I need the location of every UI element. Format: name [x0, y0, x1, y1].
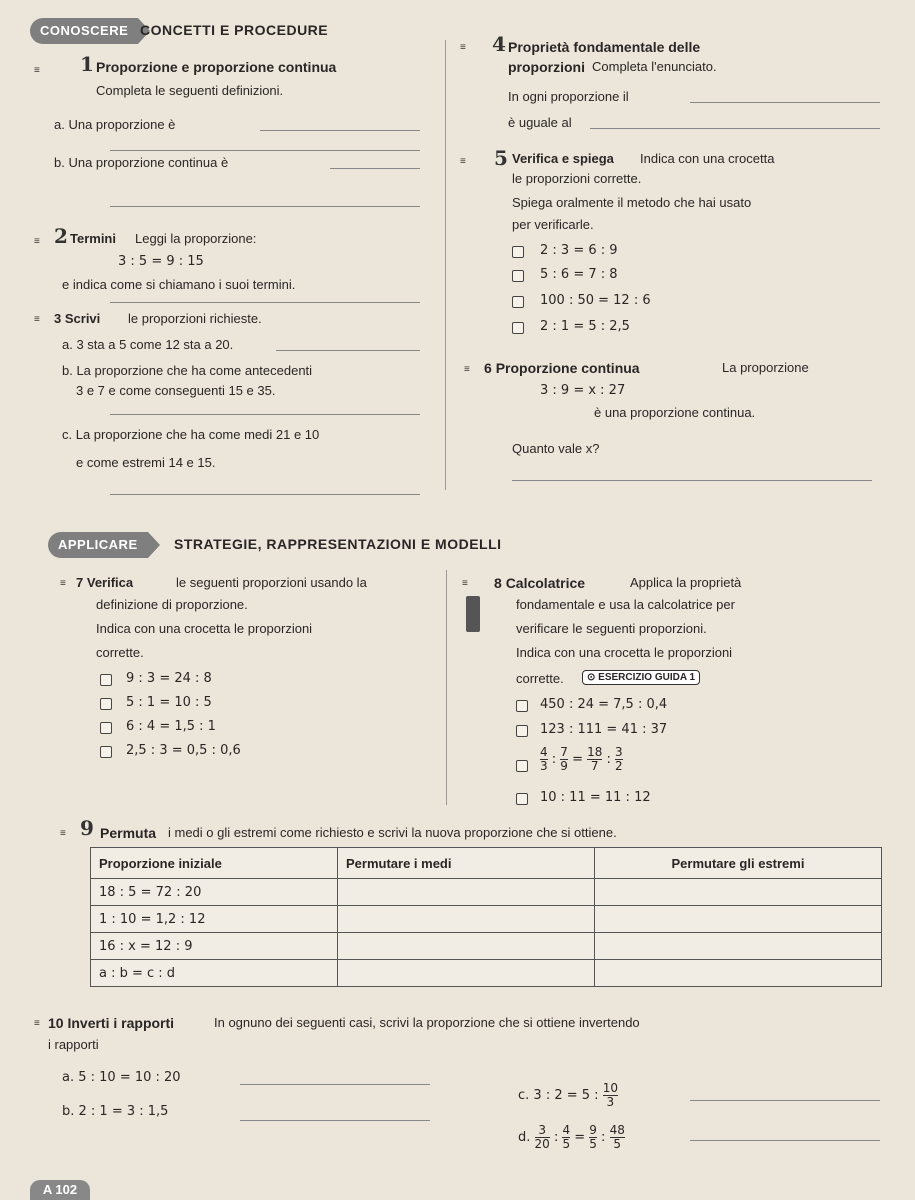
- checkbox[interactable]: [516, 725, 528, 737]
- difficulty-icon: ≡: [462, 578, 467, 589]
- ex6-title: 6 Proporzione continua: [484, 360, 640, 376]
- difficulty-icon: ≡: [460, 42, 465, 53]
- ex2-instruction-2: e indica come si chiamano i suoi termini.: [62, 277, 296, 292]
- answer-line[interactable]: [110, 302, 420, 303]
- column-divider: [445, 40, 446, 490]
- ex2-title: Termini: [70, 231, 116, 246]
- page-number: A 102: [30, 1180, 90, 1200]
- ex6-instruction: La proporzione: [722, 360, 809, 375]
- esercizio-guida-badge[interactable]: ⊙ ESERCIZIO GUIDA 1: [582, 670, 700, 685]
- ex3-instruction: le proporzioni richieste.: [128, 311, 262, 326]
- ex10-instruction-1: In ognuno dei seguenti casi, scrivi la proporzione che si ottiene invertendo: [214, 1015, 640, 1030]
- ex1-a: a. Una proporzione è: [54, 117, 176, 132]
- ex4-title-2: proporzioni: [508, 59, 585, 75]
- ex8-item: 10 : 11 = 11 : 12: [540, 790, 651, 805]
- ex3-c2: e come estremi 14 e 15.: [76, 455, 216, 470]
- ex4-title: Proprietà fondamentale delle: [508, 39, 701, 55]
- answer-line[interactable]: [240, 1120, 430, 1121]
- answer-line[interactable]: [110, 206, 420, 207]
- answer-cell[interactable]: [595, 879, 882, 906]
- ex10-c: c. 3 : 2 = 5 : $\frac{10}{3}$: [518, 1081, 618, 1109]
- table-cell: 18 : 5 = 72 : 20: [91, 879, 338, 906]
- table-row: [91, 879, 882, 906]
- ex7-item: 6 : 4 = 1,5 : 1: [126, 719, 216, 734]
- ex10-instruction-2: i rapporti: [48, 1037, 99, 1052]
- table-header: Proporzione iniziale: [91, 848, 338, 879]
- ex8-instruction-2: fondamentale e usa la calcolatrice per: [516, 597, 735, 612]
- section-title-concetti: CONCETTI E PROCEDURE: [140, 22, 329, 38]
- ex4-line-1: In ogni proporzione il: [508, 89, 629, 104]
- exercise-number-5: 5: [494, 146, 508, 170]
- answer-line[interactable]: [690, 102, 880, 103]
- ex3-a: a. 3 sta a 5 come 12 sta a 20.: [62, 337, 234, 352]
- ex4-instruction: Completa l'enunciato.: [592, 59, 717, 74]
- ex4-line-2: è uguale al: [508, 115, 572, 130]
- answer-line[interactable]: [690, 1140, 880, 1141]
- difficulty-icon: ≡: [460, 156, 465, 167]
- answer-cell[interactable]: [595, 906, 882, 933]
- answer-line[interactable]: [110, 414, 420, 415]
- ex5-instruction-4: per verificarle.: [512, 217, 594, 232]
- difficulty-icon: ≡: [60, 578, 65, 589]
- table-header-row: [91, 848, 882, 879]
- ex1-title: Proporzione e proporzione continua: [96, 59, 337, 75]
- answer-line[interactable]: [590, 128, 880, 129]
- permutation-table: [90, 847, 882, 987]
- ex7-instruction-2: definizione di proporzione.: [96, 597, 248, 612]
- difficulty-icon: ≡: [34, 65, 39, 76]
- answer-cell[interactable]: [595, 933, 882, 960]
- difficulty-icon: ≡: [34, 236, 39, 247]
- section-tag-applicare: APPLICARE: [48, 532, 148, 558]
- checkbox[interactable]: [100, 698, 112, 710]
- table-row: [91, 906, 882, 933]
- checkbox[interactable]: [516, 700, 528, 712]
- answer-line[interactable]: [260, 130, 420, 131]
- ex8-fraction-item: $\frac{4}{3}$ : $\frac{7}{9}$ = $\frac{18}{7}$ : $\frac{3}{2}$: [540, 745, 623, 773]
- answer-line[interactable]: [690, 1100, 880, 1101]
- checkbox[interactable]: [100, 722, 112, 734]
- ex3-title: 3 Scrivi: [54, 311, 101, 326]
- answer-line[interactable]: [276, 350, 420, 351]
- checkbox[interactable]: [512, 296, 524, 308]
- ex7-instruction-1: le seguenti proporzioni usando la: [176, 575, 367, 590]
- ex5-item: 2 : 1 = 5 : 2,5: [540, 319, 630, 334]
- table-cell: 1 : 10 = 1,2 : 12: [91, 906, 338, 933]
- checkbox[interactable]: [516, 760, 528, 772]
- difficulty-icon: ≡: [34, 1018, 39, 1029]
- ex8-instruction-5: corrette.: [516, 671, 564, 686]
- difficulty-icon: ≡: [60, 828, 65, 839]
- answer-cell[interactable]: [338, 960, 595, 987]
- ex8-instruction-1: Applica la proprietà: [630, 575, 742, 590]
- exercise-number-2: 2: [54, 224, 68, 248]
- column-divider: [446, 570, 447, 805]
- ex5-item: 100 : 50 = 12 : 6: [540, 293, 651, 308]
- ex7-instruction-3: Indica con una crocetta le proporzioni: [96, 621, 313, 636]
- table-header: Permutare i medi: [338, 848, 595, 879]
- difficulty-icon: ≡: [34, 314, 39, 325]
- ex3-b2: 3 e 7 e come conseguenti 15 e 35.: [76, 383, 276, 398]
- checkbox[interactable]: [100, 674, 112, 686]
- ex8-title: 8 Calcolatrice: [494, 575, 586, 591]
- table-row: [91, 933, 882, 960]
- answer-cell[interactable]: [338, 879, 595, 906]
- ex8-instruction-3: verificare le seguenti proporzioni.: [516, 621, 707, 636]
- checkbox[interactable]: [100, 746, 112, 758]
- table-header: Permutare gli estremi: [595, 848, 882, 879]
- checkbox[interactable]: [512, 270, 524, 282]
- ex5-instruction-3: Spiega oralmente il metodo che hai usato: [512, 195, 752, 210]
- answer-line[interactable]: [512, 480, 872, 481]
- ex5-instruction-2: le proporzioni corrette.: [512, 171, 642, 186]
- ex7-title: 7 Verifica: [76, 575, 134, 590]
- ex1-instruction: Completa le seguenti definizioni.: [96, 83, 284, 98]
- ex10-title: 10 Inverti i rapporti: [48, 1015, 175, 1031]
- ex6-question: Quanto vale x?: [512, 441, 600, 456]
- section-title-strategie: STRATEGIE, RAPPRESENTAZIONI E MODELLI: [174, 536, 502, 552]
- table-cell: a : b = c : d: [91, 960, 338, 987]
- ex1-b: b. Una proporzione continua è: [54, 155, 229, 170]
- ex5-title: Verifica e spiega: [512, 151, 614, 166]
- ex7-item: 9 : 3 = 24 : 8: [126, 671, 212, 686]
- answer-line[interactable]: [240, 1084, 430, 1085]
- ex3-b1: b. La proporzione che ha come antecedenti: [62, 363, 313, 378]
- ex7-item: 2,5 : 3 = 0,5 : 0,6: [126, 743, 241, 758]
- ex5-instruction-1: Indica con una crocetta: [640, 151, 775, 166]
- ex3-c1: c. La proporzione che ha come medi 21 e 10: [62, 427, 320, 442]
- answer-cell[interactable]: [595, 960, 882, 987]
- ex2-equation: 3 : 5 = 9 : 15: [118, 254, 204, 269]
- answer-line[interactable]: [110, 494, 420, 495]
- exercise-number-9: 9: [80, 816, 94, 840]
- ex7-instruction-4: corrette.: [96, 645, 144, 660]
- ex10-a: a. 5 : 10 = 10 : 20: [62, 1070, 181, 1085]
- ex6-equation: 3 : 9 = x : 27: [540, 383, 626, 398]
- difficulty-icon: ≡: [464, 364, 469, 375]
- ex8-item: 123 : 111 = 41 : 37: [540, 722, 668, 737]
- checkbox[interactable]: [512, 322, 524, 334]
- ex10-b: b. 2 : 1 = 3 : 1,5: [62, 1104, 169, 1119]
- table-row: [91, 960, 882, 987]
- ex6-line-2: è una proporzione continua.: [594, 405, 756, 420]
- exercise-number-4: 4: [492, 32, 506, 56]
- ex5-item: 2 : 3 = 6 : 9: [540, 243, 618, 258]
- ex8-instruction-4: Indica con una crocetta le proporzioni: [516, 645, 733, 660]
- ex9-title: Permuta: [100, 825, 157, 841]
- ex5-item: 5 : 6 = 7 : 8: [540, 267, 618, 282]
- ex8-item: 450 : 24 = 7,5 : 0,4: [540, 697, 668, 712]
- section-tag-conoscere: CONOSCERE: [30, 18, 138, 44]
- ex7-item: 5 : 1 = 10 : 5: [126, 695, 212, 710]
- answer-cell[interactable]: [338, 933, 595, 960]
- calculator-icon: [466, 596, 480, 632]
- table-cell: 16 : x = 12 : 9: [91, 933, 338, 960]
- checkbox[interactable]: [516, 793, 528, 805]
- answer-line[interactable]: [110, 150, 420, 151]
- answer-cell[interactable]: [338, 906, 595, 933]
- ex9-instruction: i medi o gli estremi come richiesto e scrivi la nuova proporzione che si ottiene.: [168, 825, 617, 840]
- exercise-number-1: 1: [80, 52, 94, 76]
- ex2-instruction: Leggi la proporzione:: [135, 231, 257, 246]
- ex10-d: d. $\frac{3}{20}$ : $\frac{4}{5}$ = $\frac{9}{5}$ : $\frac{48}{5}$: [518, 1123, 625, 1151]
- answer-line[interactable]: [330, 168, 420, 169]
- checkbox[interactable]: [512, 246, 524, 258]
